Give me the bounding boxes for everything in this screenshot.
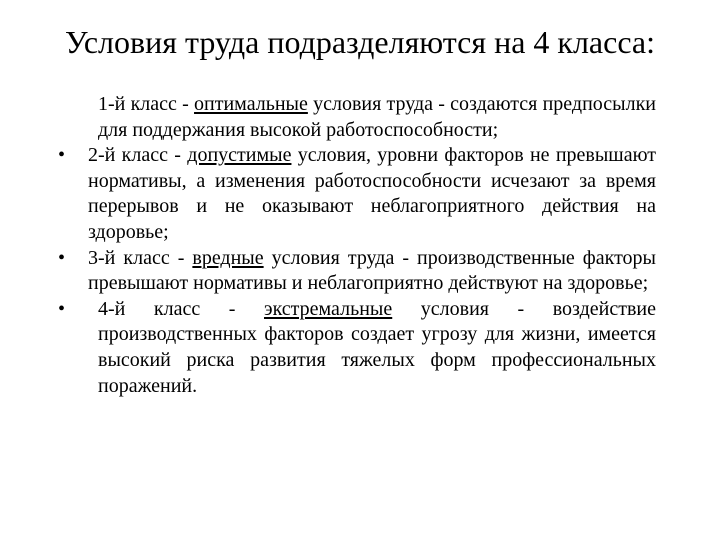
item-prefix: 4-й класс - — [98, 297, 264, 320]
bullet-icon: • — [58, 246, 66, 269]
item-prefix: 1-й класс - — [98, 93, 195, 115]
item-suffix: условия труда - создаются предпосылки для поддержания высокой работоспособности; — [98, 93, 656, 141]
item-text — [88, 92, 656, 143]
item-text — [88, 246, 656, 297]
item-text — [88, 297, 656, 399]
item-suffix: условия труда - производственные факторы превышают нормативы и неблагоприятно действуют на здоровье; — [88, 246, 656, 295]
item-text — [88, 143, 656, 245]
item-keyword: допустимые — [187, 144, 292, 167]
item-prefix: 2-й класс - — [88, 144, 188, 167]
list-item-class-3 — [58, 246, 656, 297]
item-suffix: условия, уровни факторов не превышают нормативы, а изменения работоспособности исчезают за время перерывов и не оказывают неблагоприятного действия на здоровье; — [88, 144, 656, 243]
slide-title: Условия труда подразделяются на 4 класса: — [65, 24, 655, 60]
item-keyword: оптимальные — [194, 93, 308, 115]
classes-list — [58, 92, 656, 399]
list-item-class-4 — [58, 297, 656, 399]
list-item-class-1 — [58, 92, 656, 143]
list-item-class-2 — [58, 143, 656, 245]
bullet-icon: • — [58, 144, 66, 167]
item-prefix: 3-й класс - — [88, 246, 193, 269]
item-suffix: условия - воздействие производственных факторов создает угрозу для жизни, имеется высокий риска развития тяжелых форм профессиональных поражений. — [98, 297, 656, 397]
item-keyword: экстремальные — [264, 297, 393, 320]
item-keyword: вредные — [192, 246, 264, 269]
bullet-icon: • — [58, 297, 66, 320]
